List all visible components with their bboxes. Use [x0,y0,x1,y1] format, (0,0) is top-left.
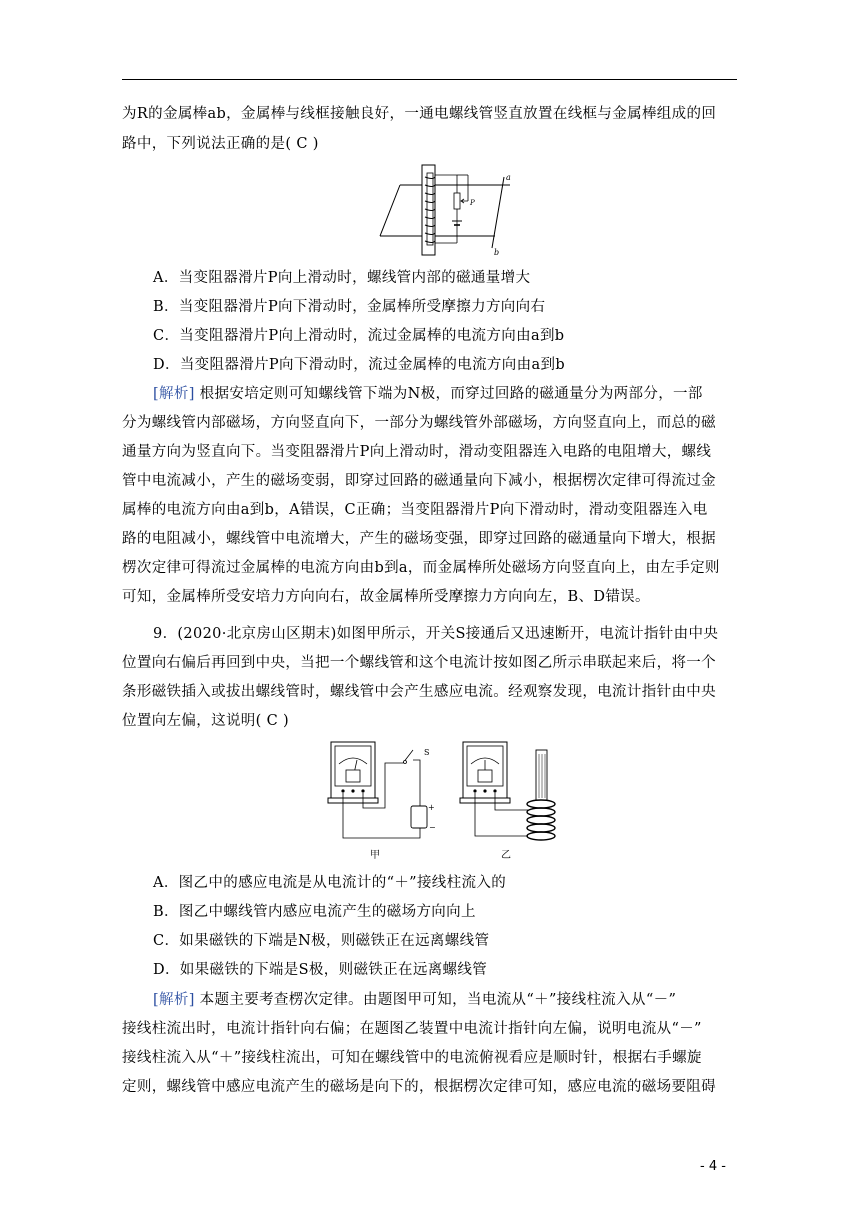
analysis-tag: [解析] [153,386,195,402]
q8-analysis-line: 楞次定律可得流过金属棒的电流方向由b到a，而金属棒所处磁场方向竖直向上，由左手定则 [122,560,720,576]
q9-analysis-first-line [153,990,773,1010]
switch-contact [404,761,407,764]
q9-stem-line: 位置向左偏，这说明( C ) [122,713,290,729]
bar-magnet [536,750,547,800]
solenoid-frame-figure [375,163,525,258]
q9-option-a: A．图乙中的感应电流是从电流计的“＋”接线柱流入的 [153,875,507,891]
slider-arrow [461,199,468,203]
q8-text-line: 为R的金属棒ab，金属棒与线框接触良好，一通电螺线管竖直放置在线框与金属棒组成的回 [122,106,717,122]
label-p: P [470,199,475,207]
q9-stem-line: 9．(2020·北京房山区期末)如图甲所示，开关S接通后又迅速断开，电流计指针由中央 [153,626,719,642]
q9-option-d: D．如果磁铁的下端是S极，则磁铁正在远离螺线管 [153,962,488,978]
q9-stem-line: 条形磁铁插入或拔出螺线管时，螺线管中会产生感应电流。经观察发现，电流计指针由中央 [122,684,716,700]
q8-option-d: D．当变阻器滑片P向下滑动时，流过金属棒的电流方向由a到b [153,357,565,373]
q9-option-c: C．如果磁铁的下端是N极，则磁铁正在远离螺线管 [153,933,490,949]
galvanometer-jia [328,742,378,803]
metal-rod-ab [492,177,504,248]
page-number: - 4 - [700,1159,726,1174]
q8-analysis-line: 路的电阻减小，螺线管中电流增大，产生的磁场变强，即穿过回路的磁通量向下增大，根据 [122,531,716,547]
q8-text-line: 路中，下列说法正确的是( C ) [122,136,319,152]
q9-analysis-line: 定则，螺线管中感应电流产生的磁场是向下的，根据楞次定律可知，感应电流的磁场要阻碍 [122,1079,716,1095]
label-a: a [506,173,511,182]
label-minus: − [429,823,436,832]
q8-option-a: A．当变阻器滑片P向上滑动时，螺线管内部的磁通量增大 [153,270,531,286]
analysis-text: 本题主要考查楞次定律。由题图甲可知，当电流从“＋”接线柱流入从“－” [194,992,677,1008]
solenoid-yi [527,800,555,840]
galvanometer-figure [325,738,565,863]
header-rule [122,79,737,80]
label-yi: 乙 [501,850,511,861]
label-s: S [424,748,430,757]
battery-cell [411,806,427,828]
label-plus: + [428,803,435,812]
q8-analysis-line: 管中电流减小，产生的磁场变弱，即穿过回路的磁通量向下减小，根据楞次定律可得流过金 [122,473,716,489]
q8-option-c: C．当变阻器滑片P向上滑动时，流过金属棒的电流方向由a到b [153,328,565,344]
q8-analysis-line: 可知，金属棒所受安培力方向向右，故金属棒所受摩擦力方向向左，B、D错误。 [122,589,650,605]
analysis-tag: [解析] [153,992,195,1008]
q8-analysis-line: 属棒的电流方向由a到b，A错误，C正确；当变阻器滑片P向下滑动时，滑动变阻器连入电 [122,502,708,518]
frame-left-side [380,185,400,236]
q9-analysis-line: 接线柱流入从“＋”接线柱流出，可知在螺线管中的电流俯视看应是顺时针，根据右手螺旋 [122,1050,702,1066]
label-jia: 甲 [370,850,380,861]
q8-analysis-line: 通量方向为竖直向下。当变阻器滑片P向上滑动时，滑动变阻器连入电路的电阻增大，螺线 [122,444,712,460]
wire-jia-battery [413,760,420,806]
rheostat [454,193,460,209]
galvanometer-yi [460,742,510,803]
q9-analysis-line: 接线柱流出时，电流计指针向右偏；在题图乙装置中电流计指针向左偏，说明电流从“－” [122,1021,702,1037]
q9-option-b: B．图乙中螺线管内感应电流产生的磁场方向向上 [153,904,476,920]
analysis-text: 根据安培定则可知螺线管下端为N极，而穿过回路的磁通量分为两部分，一部 [194,386,703,402]
q8-analysis-first-line [153,384,773,404]
q8-option-b: B．当变阻器滑片P向下滑动时，金属棒所受摩擦力方向向右 [153,299,546,315]
label-b: b [494,248,500,257]
q8-analysis-line: 分为螺线管内部磁场，方向竖直向下，一部分为螺线管外部磁场，方向竖直向上，而总的磁 [122,415,716,431]
q9-stem-line: 位置向右偏后再回到中央，当把一个螺线管和这个电流计按如图乙所示串联起来后，将一个 [122,655,716,671]
